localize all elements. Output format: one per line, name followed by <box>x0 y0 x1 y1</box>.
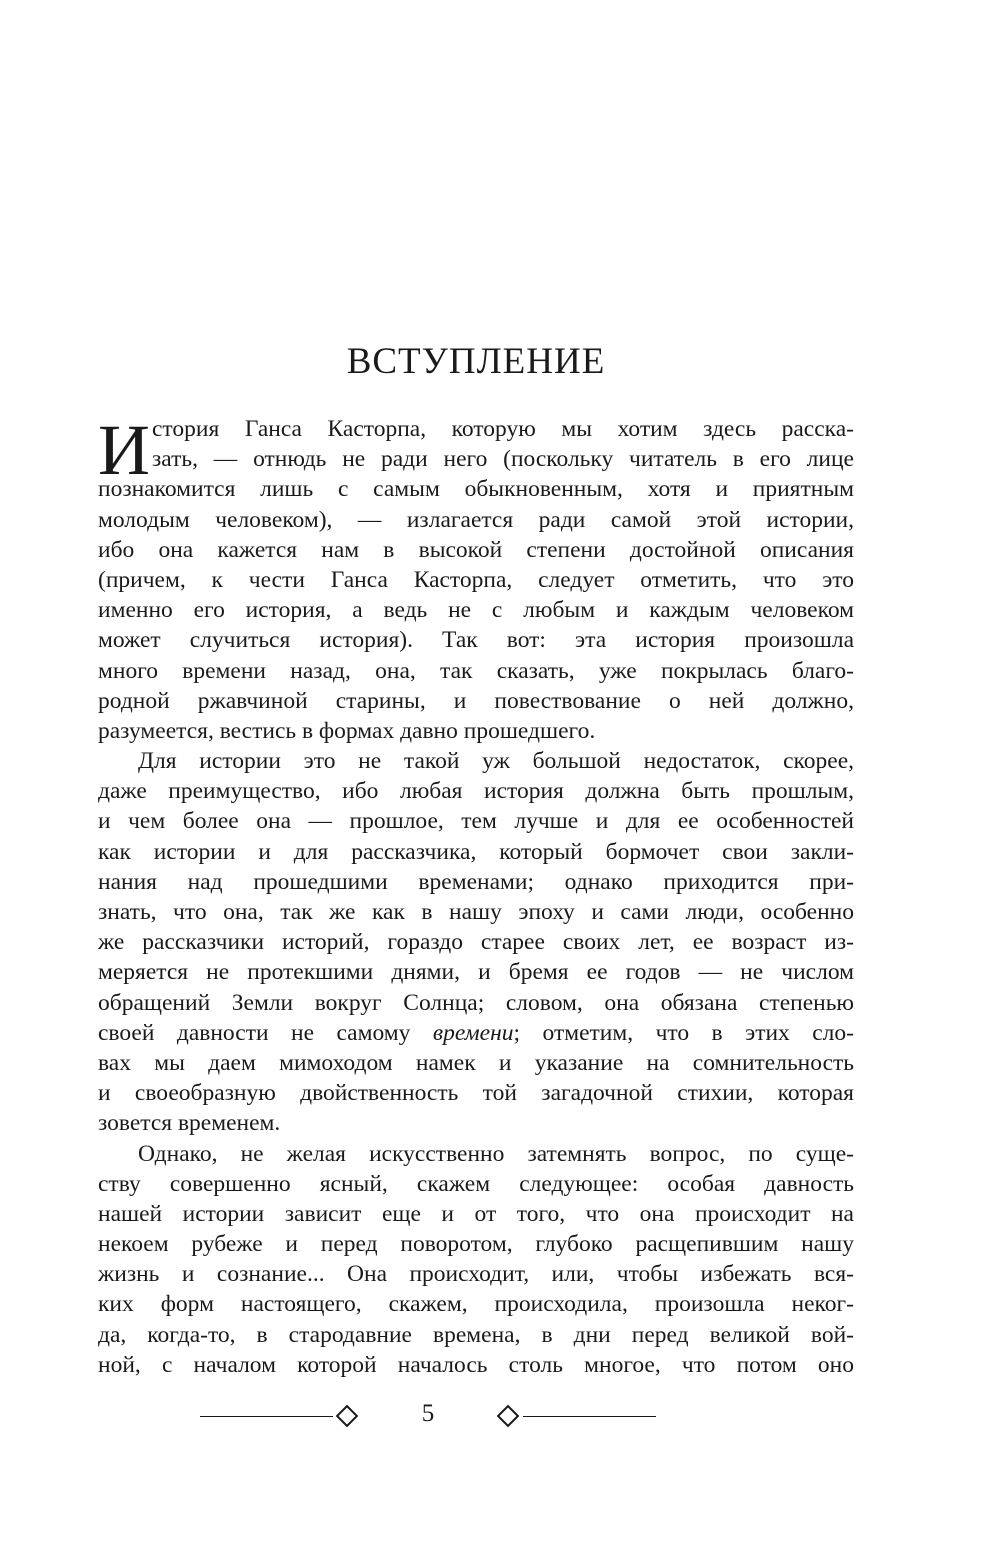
text-line: и чем более она — прошлое, тем лучше и для ее особенностей <box>98 808 854 835</box>
book-page <box>98 0 854 1552</box>
footer-rule-left <box>200 1416 333 1417</box>
body-text <box>98 410 854 1380</box>
text-line: может случиться история). Так вот: эта история произошла <box>98 627 854 654</box>
diamond-ornament-icon <box>336 1405 359 1428</box>
text-line: Для истории это не такой уж большой недостаток, скорее, <box>138 748 854 775</box>
page-number: 5 <box>421 1400 435 1427</box>
text-line-with-italic <box>98 1018 854 1048</box>
text-line: молодым человеком), — излагается ради самой этой истории, <box>98 506 854 533</box>
text-line: ной, с началом которой началось столь многое, что потом оно <box>98 1351 854 1378</box>
text-line: стория Ганса Касторпа, которую мы хотим здесь расска- <box>152 416 854 442</box>
text-line: как истории и для рассказчика, который бормочет свои закли- <box>98 838 854 865</box>
text-line: именно его история, а ведь не с любым и каждым человеком <box>98 597 854 624</box>
text-line: много времени назад, она, так сказать, уже покрылась благо- <box>98 657 854 684</box>
text-line: Однако, не желая искусственно затемнять вопрос, по суще- <box>138 1140 854 1167</box>
text-line: разумеется, вестись в формах давно прошедшего. <box>98 717 596 744</box>
text-line: нания над прошедшими временами; однако приходится при- <box>98 868 854 895</box>
text-line: ибо она кажется нам в высокой степени достойной описания <box>98 536 854 563</box>
text-line: познакомится лишь с самым обыкновенным, хотя и приятным <box>98 476 854 503</box>
text-line: вах мы даем мимоходом намек и указание на сомнительность <box>98 1049 854 1076</box>
diamond-ornament-icon <box>497 1405 520 1428</box>
text-line: ству совершенно ясный, скажем следующее: особая давность <box>98 1170 854 1197</box>
drop-cap-letter: И <box>98 410 150 490</box>
text-line: обращений Земли вокруг Солнца; словом, она обязана степенью <box>98 989 854 1016</box>
text-line: жизнь и сознание... Она происходит, или, чтобы избежать вся- <box>98 1261 854 1288</box>
text-line: же рассказчики историй, гораздо старее своих лет, ее возраст из- <box>98 929 854 956</box>
text-line: и своеобразную двойственность той загадочной стихии, которая <box>98 1080 854 1107</box>
text-line: родной ржавчиной старины, и повествование о ней должно, <box>98 687 854 714</box>
text-line: ких форм настоящего, скажем, происходила, произошла неког- <box>98 1291 854 1318</box>
footer-rule-right <box>523 1416 656 1417</box>
text-line: (причем, к чести Ганса Касторпа, следует отметить, что это <box>98 566 854 593</box>
text-line: да, когда-то, в стародавние времена, в дни перед великой вой- <box>98 1321 854 1348</box>
text-line: зать, — отнюдь не ради него (поскольку читатель в его лице <box>152 446 854 473</box>
text-segment: ; отметим, что в этих сло- <box>513 1019 854 1046</box>
text-segment: своей давности не самому <box>98 1019 433 1046</box>
text-line: меряется не протекшими днями, и бремя ее годов — не числом <box>98 959 854 986</box>
italic-word: времени <box>432 1019 514 1046</box>
page-footer <box>200 1402 656 1432</box>
text-line: нашей истории зависит еще и от того, что она происходит на <box>98 1200 854 1227</box>
text-line: знать, что она, так же как в нашу эпоху и сами люди, особенно <box>98 899 854 925</box>
text-line: некоем рубеже и перед поворотом, глубоко расщепившим нашу <box>98 1231 854 1258</box>
chapter-title: ВСТУПЛЕНИЕ <box>346 341 606 382</box>
text-line: даже преимущество, ибо любая история должна быть прошлым, <box>98 778 854 805</box>
text-line: зовется временем. <box>98 1110 281 1137</box>
